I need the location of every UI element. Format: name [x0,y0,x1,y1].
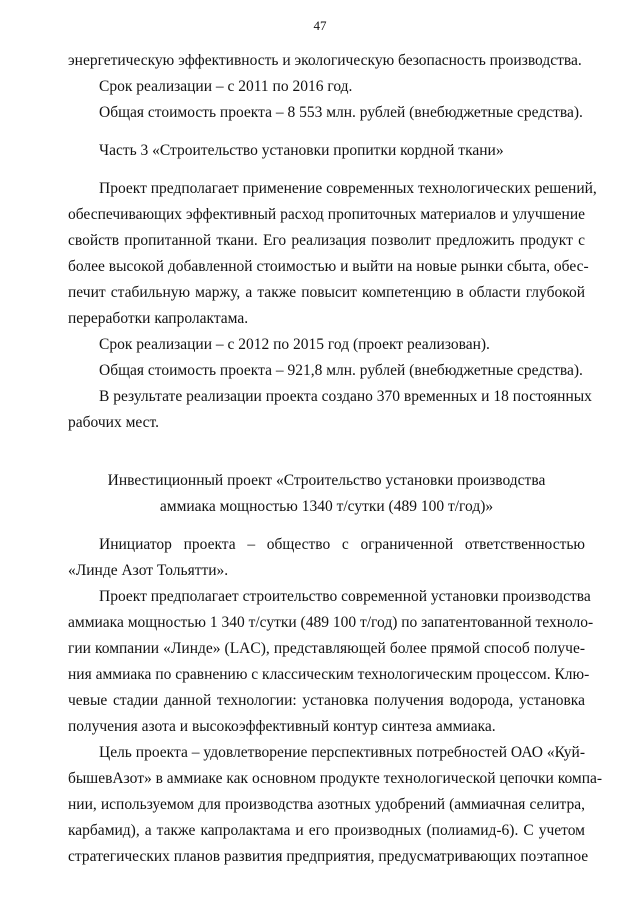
description-line: чевые стадии данной технологии: установка получения водорода, установка [68,692,585,709]
page-number: 47 [313,18,327,33]
investment-title-line: аммиака мощностью 1340 т/сутки (489 100 т/год)» [159,498,494,515]
goal-line: стратегических планов развития предприятия, предусматривающих поэтапное [68,848,589,865]
part3-paragraph-line: обеспечивающих эффективный расход пропиточных материалов и улучшение [68,206,585,223]
description-line: ния аммиака по сравнению с классическим технологическим процессом. Клю- [68,666,590,683]
goal-line: нии, используемом для производства азотных удобрений (аммиачная селитра, [68,796,585,813]
part3-heading: Часть 3 «Строительство установки пропитки кордной ткани» [99,142,504,159]
investment-title-line: Инвестиционный проект «Строительство установки производства [107,472,546,489]
part3-paragraph-line: переработки капролактама. [68,310,249,327]
part3-cost: Общая стоимость проекта – 921,8 млн. рублей (внебюджетные средства). [99,362,583,379]
part3-result-line: В результате реализации проекта создано 370 временных и 18 постоянных [99,388,592,405]
description-line: гии компании «Линде» (LAC), представляющей более прямой способ получе- [68,640,585,657]
part3-paragraph-line: печит стабильную маржу, а также повысит компетенцию в области глубокой [68,284,585,301]
part3-paragraph-line: Проект предполагает применение современных технологических решений, [99,180,597,197]
intro-line: энергетическую эффективность и экологическую безопасность производства. [68,52,582,69]
intro-cost: Общая стоимость проекта – 8 553 млн. рублей (внебюджетные средства). [99,104,583,121]
part3-paragraph-line: свойств пропитанной ткани. Его реализация позволит предложить продукт с [68,232,585,249]
part3-term: Срок реализации – с 2012 по 2015 год (проект реализован). [99,336,490,353]
description-line: Проект предполагает строительство современной установки производства [99,588,591,605]
initiator-line: «Линде Азот Тольятти». [68,562,229,579]
goal-line: бышевАзот» в аммиаке как основном продукте технологической цепочки компа- [68,770,603,787]
part3-paragraph-line: более высокой добавленной стоимостью и выйти на новые рынки сбыта, обес- [68,258,589,275]
intro-term: Срок реализации – с 2011 по 2016 год. [99,78,353,95]
part3-result-line: рабочих мест. [68,414,160,431]
goal-line: Цель проекта – удовлетворение перспективных потребностей ОАО «Куй- [99,744,585,761]
document-body [68,48,603,870]
goal-line: карбамид), а также капролактама и его производных (полиамид-6). С учетом [68,822,585,839]
description-line: получения азота и высокоэффективный контур синтеза аммиака. [68,718,496,735]
description-line: аммиака мощностью 1 340 т/сутки (489 100 т/год) по запатентованной техноло- [68,614,594,631]
initiator-line: Инициатор проекта – общество с ограниченной ответственностью [99,536,585,553]
